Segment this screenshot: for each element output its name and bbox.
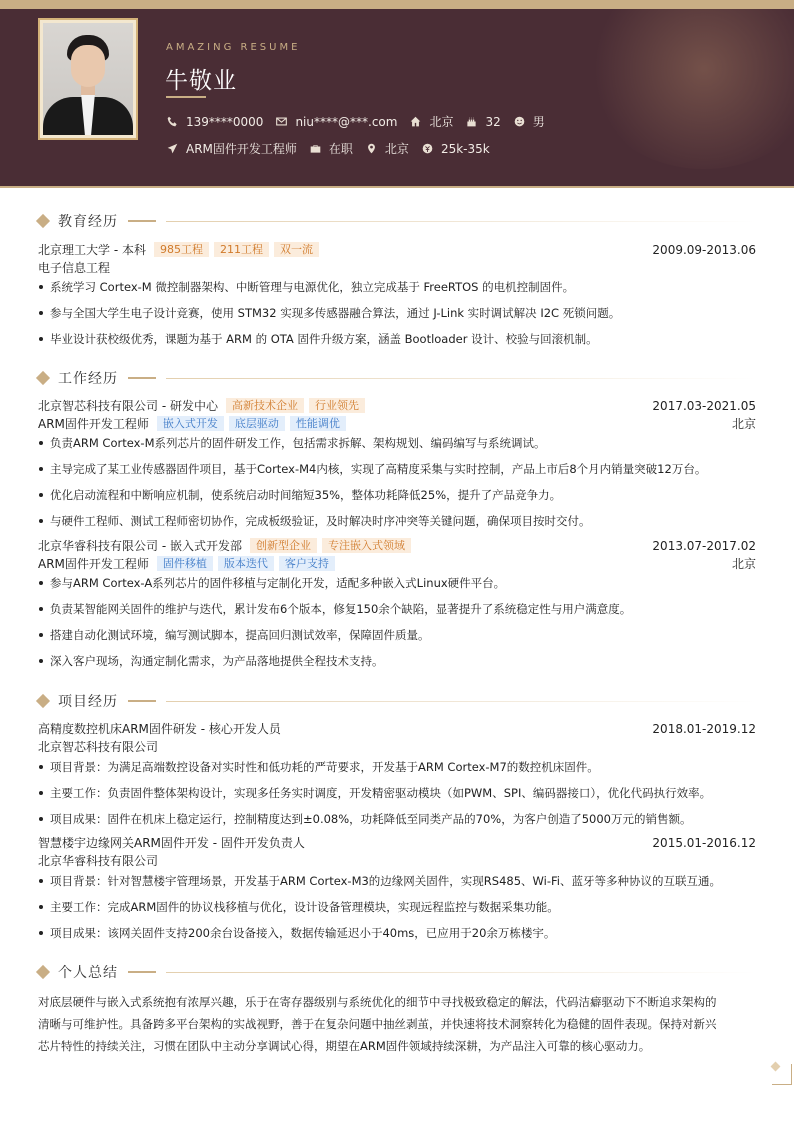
project-company-text: 北京华睿科技有限公司 — [38, 854, 159, 868]
work-dates: 2013.07-2017.02 — [652, 538, 756, 553]
list-item: 主导完成了某工业传感器固件项目，基于Cortex-M4内核，实现了高精度采集与实时控制，产品上市后8个月内销量突破12万台。 — [38, 461, 756, 477]
list-item: 项目背景：为满足高端数控设备对实时性和低功耗的严苛要求，开发基于ARM Cortex-M7的数控机床固件。 — [38, 759, 756, 775]
diamond-icon — [36, 214, 50, 228]
age-item — [465, 115, 500, 129]
list-item: 项目成果：该网关固件支持200余台设备接入，数据传输延迟小于40ms，已应用于20余万栋楼宇。 — [38, 925, 756, 941]
resume-tagline: AMAZING RESUME — [166, 42, 301, 53]
tag: 行业领先 — [309, 398, 365, 413]
list-item: 优化启动流程和中断响应机制，使系统启动时间缩短35%，整体功耗降低25%，提升了产品竞争力。 — [38, 487, 756, 503]
location-pin-icon — [365, 142, 378, 155]
tag: 双一流 — [274, 242, 319, 257]
project-company-text: 北京智芯科技有限公司 — [38, 740, 159, 754]
major-text: 电子信息工程 — [38, 261, 111, 275]
list-item: 项目成果：固件在机床上稳定运行，控制精度达到±0.08%，功耗降低至同类产品的70%，为客户创造了5000万元的销售额。 — [38, 811, 756, 827]
corner-line — [791, 1064, 792, 1085]
list-item: 主要工作：负责固件整体架构设计，实现多任务实时调度，开发精密驱动模块（如PWM、SPI、编码器接口），优化代码执行效率。 — [38, 785, 756, 801]
list-item: 与硬件工程师、测试工程师密切协作，完成板级验证，及时解决时序冲突等关键问题，确保项目按时交付。 — [38, 513, 756, 529]
project-header — [38, 834, 756, 851]
list-item: 毕业设计获校级优秀，课题为基于 ARM 的 OTA 固件升级方案，涵盖 Bootloader 设计、校验与回滚机制。 — [38, 331, 756, 347]
work-role — [38, 415, 756, 432]
education-header — [38, 241, 756, 258]
name-underline — [166, 96, 206, 98]
top-accent-bar — [0, 0, 794, 9]
section-work — [36, 368, 756, 388]
tag: 固件移植 — [157, 556, 213, 571]
diamond-icon — [36, 965, 50, 979]
diamond-icon — [36, 694, 50, 708]
phone-icon — [166, 115, 179, 128]
list-item: 系统学习 Cortex-M 微控制器架构、中断管理与电源优化，独立完成基于 FreeRTOS 的电机控制固件。 — [38, 279, 756, 295]
company-name: 北京华睿科技有限公司 - 嵌入式开发部 — [38, 539, 242, 553]
cake-icon — [465, 115, 478, 128]
home-icon — [409, 115, 422, 128]
phone-item — [166, 115, 263, 129]
contact-row — [166, 113, 557, 130]
project-dates: 2018.01-2019.12 — [652, 721, 756, 736]
job-target-text: ARM固件开发工程师 — [186, 142, 297, 156]
tag: 专注嵌入式领域 — [322, 538, 411, 553]
tag: 底层驱动 — [229, 416, 285, 431]
list-item: 参与全国大学生电子设计竞赛，使用 STM32 实现多传感器融合算法，通过 J-Link 实时调试解决 I2C 死锁问题。 — [38, 305, 756, 321]
project-dates: 2015.01-2016.12 — [652, 835, 756, 850]
mail-icon — [275, 115, 288, 128]
list-item: 深入客户现场，沟通定制化需求，为产品落地提供全程技术支持。 — [38, 653, 756, 669]
gender-item — [513, 113, 545, 130]
expected-city-text: 北京 — [384, 142, 409, 156]
list-item: 项目背景：针对智慧楼宇管理场景，开发基于ARM Cortex-M3的边缘网关固件，实现RS485、Wi-Fi、蓝牙等多种协议的互联互通。 — [38, 873, 756, 889]
send-icon — [166, 142, 179, 155]
tag: 嵌入式开发 — [157, 416, 224, 431]
job-target-item — [166, 140, 297, 157]
tag: 创新型企业 — [250, 538, 317, 553]
tag: 高新技术企业 — [226, 398, 304, 413]
email-text: niu****@***.com — [295, 114, 398, 129]
list-item: 参与ARM Cortex-A系列芯片的固件移植与定制化开发，适配多种嵌入式Linux硬件平台。 — [38, 575, 756, 591]
job-intent-row — [166, 140, 502, 157]
role-text: ARM固件开发工程师 — [38, 417, 149, 431]
section-title: 工作经历 — [58, 371, 118, 387]
list-item: 负责某智能网关固件的维护与迭代，累计发布6个版本，修复150余个缺陷，显著提升了系统稳定性与用户满意度。 — [38, 601, 756, 617]
section-education — [36, 211, 756, 231]
project-company — [38, 738, 756, 755]
corner-ornament — [771, 1062, 781, 1072]
salary-text: 25k-35k — [440, 141, 490, 156]
header-divider — [0, 186, 794, 188]
briefcase-icon — [309, 142, 322, 155]
list-item: 搭建自动化测试环境，编写测试脚本，提高回归测试效率，保障固件质量。 — [38, 627, 756, 643]
education-major — [38, 259, 756, 276]
project-header — [38, 720, 756, 737]
tag: 版本迭代 — [218, 556, 274, 571]
header-glow — [584, 9, 794, 169]
list-item: 主要工作：完成ARM固件的协议栈移植与优化，设计设备管理模块，实现远程监控与数据采集功能。 — [38, 899, 756, 915]
city-item — [409, 113, 453, 130]
status-text: 在职 — [328, 142, 353, 156]
section-summary — [36, 962, 756, 982]
list-item: 负责ARM Cortex-M系列芯片的固件研发工作，包括需求拆解、架构规划、编码编写与系统调试。 — [38, 435, 756, 451]
salary-item — [421, 142, 490, 156]
phone-text: 139****0000 — [186, 114, 264, 129]
tag: 985工程 — [154, 242, 209, 257]
candidate-name: 牛敬业 — [165, 68, 237, 94]
tag: 客户支持 — [279, 556, 335, 571]
summary-line: 清晰与可维护性。具备跨多平台架构的实战视野，善于在复杂问题中抽丝剥茧，并快速将技术洞察转化为稳健的固件表现。保持对新兴 — [38, 1017, 717, 1031]
work-location: 北京 — [731, 417, 756, 431]
city-text: 北京 — [429, 115, 454, 129]
summary-line: 芯片特性的持续关注，习惯在团队中主动分享调试心得，期望在ARM固件领域持续深耕，为产品注入可靠的核心驱动力。 — [38, 1039, 651, 1053]
section-projects — [36, 691, 756, 711]
work-header — [38, 537, 756, 554]
corner-line — [772, 1084, 792, 1085]
money-icon — [421, 142, 434, 155]
gender-text: 男 — [532, 115, 545, 129]
person-icon — [513, 115, 526, 128]
summary-line: 对底层硬件与嵌入式系统抱有浓厚兴趣，乐于在寄存器级别与系统优化的细节中寻找极致稳定的解法，代码洁癖驱动下不断追求架构的 — [38, 995, 717, 1009]
summary-text — [38, 991, 756, 1057]
work-header — [38, 397, 756, 414]
section-title: 个人总结 — [58, 965, 118, 981]
expected-city-item — [365, 140, 409, 157]
email-item — [275, 115, 397, 129]
company-name: 北京智芯科技有限公司 - 研发中心 — [38, 399, 218, 413]
profile-photo — [38, 18, 138, 140]
section-title: 教育经历 — [58, 214, 118, 230]
age-text: 32 — [485, 114, 501, 129]
work-location: 北京 — [731, 557, 756, 571]
project-company — [38, 852, 756, 869]
work-role — [38, 555, 756, 572]
project-title: 智慧楼宇边缘网关ARM固件开发 - 固件开发负责人 — [38, 836, 305, 850]
tag: 211工程 — [214, 242, 269, 257]
diamond-icon — [36, 371, 50, 385]
section-title: 项目经历 — [58, 694, 118, 710]
tag: 性能调优 — [290, 416, 346, 431]
work-dates: 2017.03-2021.05 — [652, 398, 756, 413]
project-title: 高精度数控机床ARM固件研发 - 核心开发人员 — [38, 722, 281, 736]
role-text: ARM固件开发工程师 — [38, 557, 149, 571]
education-dates: 2009.09-2013.06 — [652, 242, 756, 257]
status-item — [309, 140, 353, 157]
school-name: 北京理工大学 - 本科 — [38, 243, 146, 257]
